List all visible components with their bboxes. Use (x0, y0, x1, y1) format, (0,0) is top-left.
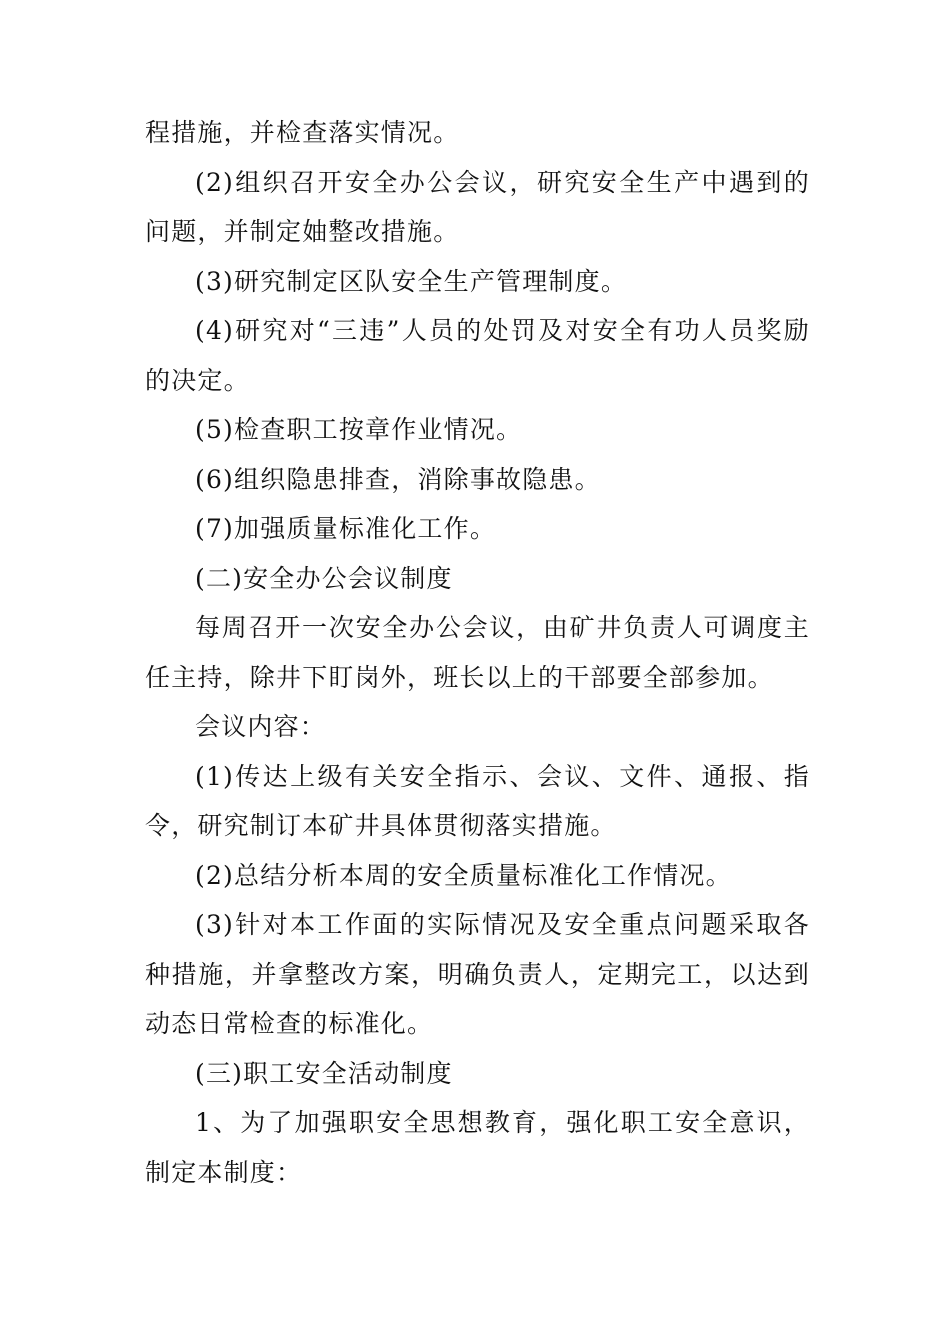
section-heading: (三)职工安全活动制度 (195, 1058, 453, 1088)
paragraph: (3)针对本工作面的实际情况及安全重点问题采取各种措施，并拿整改方案，明确负责人，定期完工，以达到动态日常检查的标准化。 (145, 910, 810, 1038)
paragraph: 每周召开一次安全办公会议，由矿井负责人可调度主任主持，除井下盯岗外，班长以上的干部要全部参加。 (145, 613, 810, 692)
paragraph: (3)研究制定区队安全生产管理制度。 (195, 266, 628, 296)
section-heading: (二)安全办公会议制度 (195, 563, 453, 593)
paragraph: (5)检查职工按章作业情况。 (195, 415, 523, 444)
document-body (145, 108, 810, 1197)
paragraph: (2)组织召开安全办公会议，研究安全生产中遇到的问题，并制定妯整改措施。 (145, 167, 810, 246)
paragraph: (2)总结分析本周的安全质量标准化工作情况。 (195, 860, 732, 890)
paragraph: (6)组织隐患排查，消除事故隐患。 (195, 464, 601, 494)
paragraph: (7)加强质量标准化工作。 (195, 514, 497, 543)
paragraph: (4)研究对“三违”人员的处罚及对安全有功人员奖励的决定。 (145, 316, 810, 395)
paragraph: 程措施，并检查落实情况。 (145, 118, 460, 147)
paragraph: (1)传达上级有关安全指示、会议、文件、通报、指令，研究制订本矿井具体贯彻落实措施。 (145, 761, 810, 840)
paragraph: 1、为了加强职安全思想教育，强化职工安全意识，制定本制度： (145, 1108, 810, 1187)
paragraph: 会议内容： (195, 712, 327, 741)
